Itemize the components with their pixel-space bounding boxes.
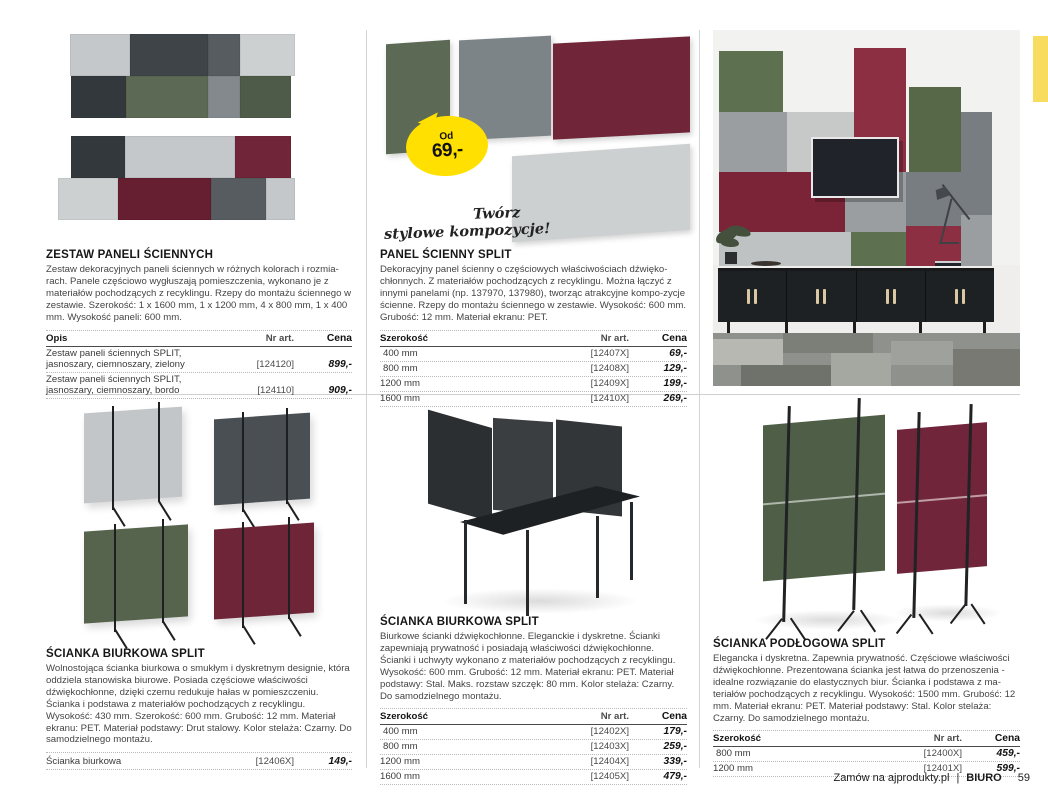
row-art-number: [12403X] [590,741,629,753]
sideboard-leg [853,322,856,333]
table-header [380,330,687,347]
table-row [380,377,687,392]
header-szerokosc: Szerokość [380,711,428,723]
row-art-number: [12406X] [255,756,294,768]
row-width: 1200 mm [380,377,420,389]
panel-composition-green [58,34,295,118]
panel-swatch [71,136,125,178]
price-table [713,730,1020,777]
wall-panel-gray [961,215,992,266]
row-art-number: [12402X] [590,726,629,738]
row-width: 1200 mm [713,763,753,775]
row-width: 800 mm [383,741,418,753]
wall-panel-green [909,87,961,179]
table-row [46,373,352,399]
wall-panel-red [906,226,961,266]
product-image-biurko-scianki [380,398,687,618]
row-art-number: [12408X] [590,362,629,374]
product-image-zestaw-paneli [46,30,352,245]
door-handle [747,289,750,304]
product-title: ŚCIANKA PODŁOGOWA SPLIT [713,638,886,650]
desk-screen-dark [214,413,310,506]
panel-swatch [208,34,240,76]
header-cena: Cena [661,332,687,344]
lifestyle-photo [713,30,1020,386]
desk-screen-green [84,524,188,623]
carpet-tile [783,333,873,353]
row-art-number: [124120] [256,358,294,370]
header-szerokosc: Szerokość [380,332,428,344]
row-art-number: [124110] [257,384,294,396]
page-number: 59 [1017,772,1030,784]
sideboard-leg [727,322,730,333]
row-price: 179,- [663,726,687,738]
panel-swatch [240,34,295,76]
desk-leg [526,530,529,616]
row-price: 899,- [328,358,352,370]
sideboard-door [857,271,926,322]
header-nr-art: Nr art. [933,733,962,745]
wall-panel-gray [961,112,992,172]
screen-leg [286,408,288,504]
carpet-floor [713,333,1020,386]
row-price: 339,- [663,756,687,768]
page-footer [833,772,1030,784]
screen-foot [242,625,255,645]
product-description: Elegancka i dyskretna. Zapewnia prywatność. Częściowe właściwości dźwiękochłonne. Prezentowana ścianka jest łatwa do przenoszenia - idealne rozwiązanie do elastycznych biur. Ścianka i podstawa z ma-teriałów pochodzących z recyklingu. Wysokość: 1500 mm. Grubość: 12 mm. Materiał ekranu: PET. Materiał podstawy: Stal. Kolor stelaża: Czarny. Do samodzielnego montażu. [713,653,1016,724]
badge-prefix: Od [438,130,454,142]
table-row [46,752,352,770]
wall-panel-green [719,51,783,112]
screen-leg [162,519,164,623]
page-edge-tab [1033,36,1048,102]
panel-swatch [70,34,130,76]
table-header [380,708,687,725]
row-art-number: [12401X] [923,763,962,775]
wall-panel-gray [719,112,787,172]
screen-leg [158,402,160,502]
desk-leg [464,520,467,604]
header-cena: Cena [661,711,687,723]
product-section-panel-scienny [380,249,687,407]
floor-screen-green [763,415,885,582]
row-width: 1600 mm [380,771,420,783]
table-row [380,347,687,362]
product-description: Wolnostojąca ścianka biurkowa o smukłym i dyskretnym designie, która oddziela stanowiska biurowe. Posiada częściowe właściwości dźwiękochłonne, dzięki czemu redukuje hałas w pomieszczeniu. Ścianka i podstawa z materiałów pochodzących z recyklingu. Wysokość: 430 mm. Szerokość: 600 mm. Grubość: 12 mm. Materiał ekranu: PET. Materiał podstawy: Drut stalowy. Kolor stelaża: Czarny. Do samodzielnego montażu. [46,663,352,746]
header-nr-art: Nr art. [600,711,629,723]
floor-shadow [440,588,640,614]
screen-foot [158,501,171,521]
table-row [46,347,352,373]
sideboard-door [787,271,856,322]
panel-composition-bordo [58,136,295,220]
panel-swatch [71,76,126,118]
table-row [380,725,687,740]
header-opis: Opis [46,332,68,344]
wall-panel-green [851,232,906,266]
desk-lamp-base [939,242,959,244]
tagline [381,203,552,243]
product-image-scianka-podlogowa [713,392,1020,640]
section-label: BIURO [966,772,1002,784]
footer-separator: | [956,772,960,784]
row-price: 129,- [663,362,687,374]
screen-leg [112,406,114,510]
price-table [46,752,352,770]
product-title: ŚCIANKA BIURKOWA SPLIT [380,616,539,628]
sideboard-leg [919,322,922,333]
door-handle [962,289,965,304]
screen-leg [242,412,244,512]
screen-split-line [763,493,885,506]
screen-foot [162,621,175,641]
row-price: 149,- [328,756,352,768]
sideboard-leg [785,322,788,333]
row-art-number: [12409X] [590,377,629,389]
door-handle [816,289,819,304]
door-handle [823,289,826,304]
table-row [380,362,687,377]
product-title: ŚCIANKA BIURKOWA SPLIT [46,648,205,660]
sideboard-door [718,271,787,322]
panel-swatch [235,136,291,178]
product-description: Biurkowe ścianki dźwiękochłonne. Eleganckie i dyskretne. Ścianki zapewniają prywatność i posiadają właściwości dźwiękochłonne. Ścianki i uchwyty wykonano z materiałów pochodzących z recyklingu. Wysokość: 600 mm. Grubość: 12 mm. Materiał ekranu: PET. Materiał podstawy: Stal. Maks. rozstaw szczęk: 80 mm. Kolor stelaża: Czarny. Do samodzielnego montażu. [380,631,676,702]
plant-pot [725,252,737,264]
panel-swatch [211,178,266,220]
row-art-number: [12404X] [590,756,629,768]
panel-swatch [125,136,235,178]
product-title: PANEL ŚCIENNY SPLIT [380,249,512,261]
tagline-line2: stylowe kompozycje! [383,220,551,243]
desk-screen-light [84,407,182,504]
row-price: 259,- [663,741,687,753]
row-art-number: [12410X] [590,392,629,404]
row-description: Ścianka biurkowa [46,756,122,768]
screen-leg [288,517,290,619]
row-price: 909,- [328,384,352,396]
row-price: 459,- [996,748,1020,760]
row-art-number: [12405X] [590,771,629,783]
row-width: 400 mm [383,347,418,359]
floor-screen-bordeaux [897,422,987,574]
row-width: 800 mm [383,362,418,374]
table-header [713,730,1020,747]
screen-leg [242,522,244,628]
decorative-books [935,261,961,266]
panel-swatch [130,34,208,76]
screen-split-line [897,494,987,504]
screen-foot [288,617,301,637]
tv-screen [811,137,899,198]
decorative-bowl [751,261,781,266]
product-title: ZESTAW PANELI ŚCIENNYCH [46,249,214,261]
desk-leg [596,516,599,598]
sideboard [718,268,994,322]
panel-swatch [58,178,118,220]
row-art-number: [12407X] [590,347,629,359]
table-row [380,770,687,785]
header-nr-art: Nr art. [600,332,629,344]
table-row [713,747,1020,762]
product-section-scianka-biurkowa-2 [380,616,687,785]
panel-swatch [266,178,295,220]
tagline-line1: Twórz [472,204,521,223]
door-handle [754,289,757,304]
price-table [380,708,687,785]
carrel-back-screen [493,418,553,514]
table-header [46,330,352,347]
row-price: 269,- [663,392,687,404]
row-price: 199,- [663,377,687,389]
floor-shadow [893,604,1003,622]
sideboard-door [926,271,994,322]
screen-foot [114,629,127,649]
product-description: Dekoracyjny panel ścienny o częściowych właściwościach dźwięko-chłonnych. Z materiałów pochodzących z recyklingu. Można łączyć z innymi panelami (np. 137970, 137980), tworząc atrakcyjne kompo-zycje ścienne. Rzepy do montażu ściennego w zestawie. Wysokość: 600 mm. Grubość: 12 mm. Materiał ekranu: PET. [380,264,686,323]
carpet-tile [953,349,1020,386]
product-section-zestaw-paneli [46,249,352,399]
row-description: Zestaw paneli ściennych SPLIT, jasnoszary, ciemnoszary, bordo [46,373,182,396]
row-width: 1600 mm [380,392,420,404]
table-row [380,755,687,770]
row-price: 599,- [996,763,1020,775]
carpet-tile [891,341,953,365]
badge-price: 69,- [431,138,464,162]
row-width: 1200 mm [380,756,420,768]
carpet-tile [741,365,831,386]
price-table [380,330,687,407]
row-description: Zestaw paneli ściennych SPLIT, jasnoszary, ciemnoszary, zielony [46,347,185,370]
panel-swatch [240,76,291,118]
column-divider [699,30,700,768]
header-szerokosc: Szerokość [713,733,761,745]
desk-leg [630,502,633,580]
wall-panel-light [719,232,851,266]
header-nr-art: Nr art. [265,332,294,344]
product-image-panel-scienny [380,30,687,248]
product-section-scianka-biurkowa-1 [46,648,352,770]
carrel-side-screen [428,410,492,522]
carpet-tile [713,339,783,365]
door-handle [893,289,896,304]
row-price: 479,- [663,771,687,783]
panel-bordeaux [553,36,690,139]
header-cena: Cena [994,733,1020,745]
sideboard-leg [983,322,986,333]
row-width: 800 mm [716,748,751,760]
row-width: 400 mm [383,726,418,738]
table-row [380,740,687,755]
door-handle [886,289,889,304]
panel-swatch [208,76,240,118]
row-price: 69,- [669,347,687,359]
product-section-scianka-podlogowa [713,638,1020,777]
row-art-number: [12400X] [923,748,962,760]
column-divider [366,30,367,768]
panel-swatch [126,76,208,118]
header-cena: Cena [326,332,352,344]
order-url-text[interactable]: Zamów na ajprodukty.pl [833,772,950,784]
door-handle [955,289,958,304]
carpet-tile [831,353,891,386]
screen-leg [114,524,116,632]
panel-swatch [118,178,211,220]
price-table [46,330,352,399]
product-image-scianka-biurkowa [46,400,352,642]
desk-screen-bordeaux [214,523,314,620]
product-description: Zestaw dekoracyjnych paneli ściennych w różnych kolorach i rozmia-rach. Panele częściowo wygłuszają pomieszczenia, wykonano je z materiałów pochodzących z recyklingu. Rzepy do montażu ściennego w zestawie. Szerokość: 1 x 1600 mm, 1 x 1200 mm, 4 x 800 mm, 1 x 400 mm. Wysokość paneli: 600 mm. [46,264,352,323]
